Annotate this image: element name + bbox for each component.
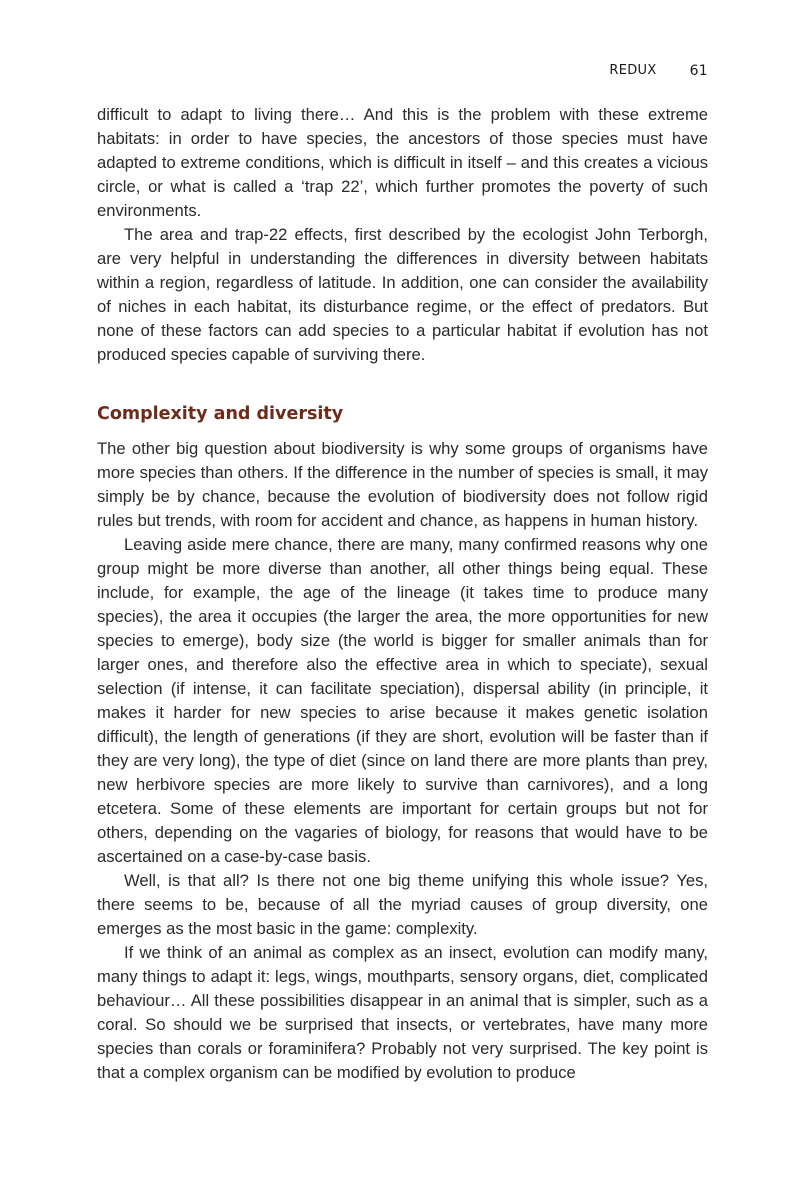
running-head-title: REDUX <box>609 63 657 78</box>
paragraph: Well, is that all? Is there not one big theme unifying this whole issue? Yes, there seems to be, because of all the myriad causes of group diversity, one emerges as the most basic in the game: complexity. <box>97 871 708 938</box>
paragraph: The other big question about biodiversity is why some groups of organisms have more species than others. If the difference in the number of species is small, it may simply be by chance, because the evolution of biodiversity does not follow rigid rules but trends, with room for accident and chance, as happens in human history. <box>97 439 708 530</box>
page-number: 61 <box>689 63 708 79</box>
section-heading: Complexity and diversity <box>97 404 344 424</box>
paragraph: difficult to adapt to living there… And this is the problem with these extreme habitats: in order to have species, the ancestors of those species must have adapted to extreme conditions, which is difficult in itself – and this creates a vicious circle, or what is called a ‘trap 22’, which further promotes the poverty of such environments. <box>97 105 708 220</box>
paragraph: The area and trap-22 effects, first described by the ecologist John Terborgh, are very helpful in understanding the differences in diversity between habitats within a region, regardless of latitude. In addition, one can consider the availability of niches in each habitat, its disturbance regime, or the effect of predators. But none of these factors can add species to a particular habitat if evolution has not produced species capable of surviving there. <box>97 225 708 364</box>
paragraph: If we think of an animal as complex as an insect, evolution can modify many, many things to adapt it: legs, wings, mouthparts, sensory organs, diet, complicated behaviour… All these possibilities disappear in an animal that is simpler, such as a coral. So should we be surprised that insects, or vertebrates, have many more species than corals or foraminifera? Probably not very surprised. The key point is that a complex organism can be modified by evolution to produce <box>97 943 708 1082</box>
paragraph: Leaving aside mere chance, there are many, many confirmed reasons why one group might be more diverse than another, all other things being equal. These include, for example, the age of the lineage (it takes time to produce many species), the area it occupies (the larger the area, the more opportunities for new species to emerge), body size (the world is bigger for smaller animals than for larger ones, and therefore also the effective area in which to speciate), sexual selection (if intense, it can facilitate speciation), dispersal ability (in principle, it makes it harder for new species to arise because it makes genetic isolation difficult), the length of generations (if they are short, evolution will be faster than if they are very long), the type of diet (since on land there are more plants than prey, new herbivore species are more likely to survive than carnivores), and a long etcetera. Some of these elements are important for certain groups but not for others, depending on the vagaries of biology, for reasons that would have to be ascertained on a case-by-case basis. <box>97 535 708 866</box>
page-body <box>97 103 708 1085</box>
running-head <box>609 61 708 81</box>
